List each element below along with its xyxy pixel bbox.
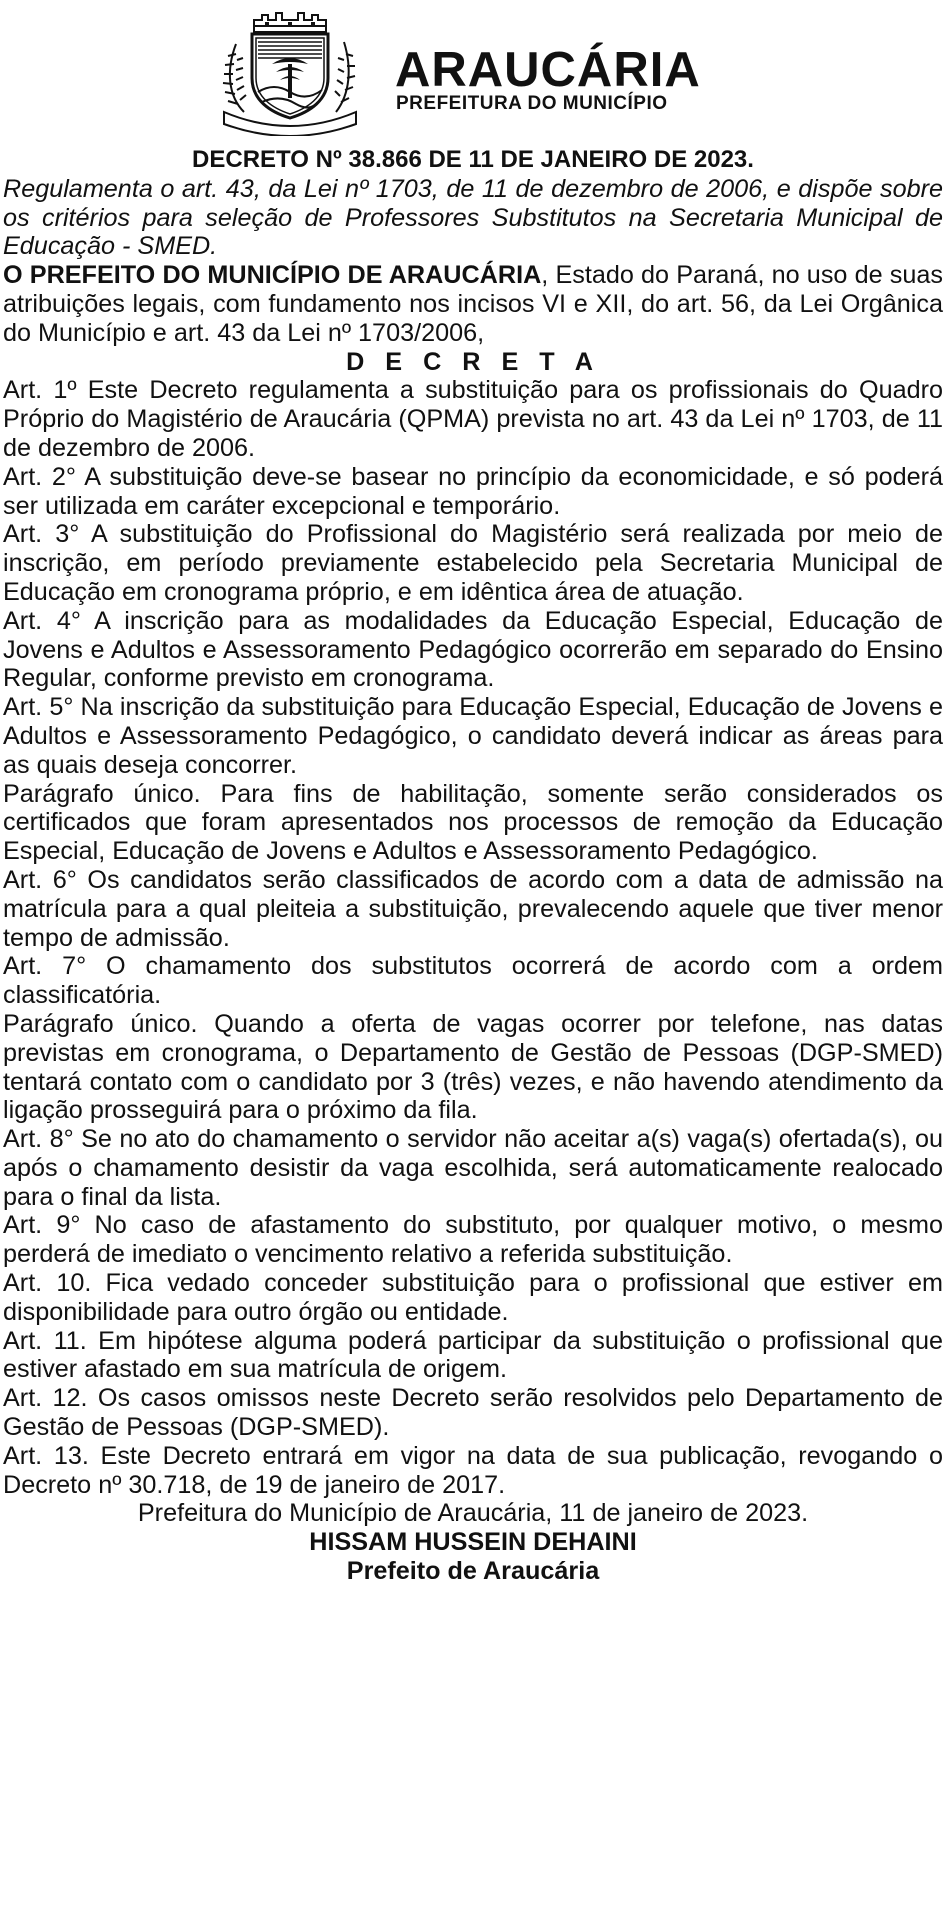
masthead xyxy=(200,8,760,136)
decree-verb: D E C R E T A xyxy=(346,347,600,376)
place-and-date: Prefeitura do Município de Araucária, 11 de janeiro de 2023. xyxy=(137,1499,809,1528)
article-5-sole-paragraph: Parágrafo único. Para fins de habilitação, somente serão considerados os certificados que foram apresentados nos processos de remoção da Educação Especial, Educação de Jovens e Adultos e Assessoramento Pedagógico. xyxy=(3,779,943,866)
article-12: Art. 12. Os casos omissos neste Decreto serão resolvidos pelo Departamento de Gestão de Pessoas (DGP-SMED). xyxy=(3,1384,943,1442)
city-coat-of-arms xyxy=(210,8,370,136)
article-2: Art. 2° A substituição deve-se basear no princípio da economicidade, e só poderá ser utilizada em caráter excepcional e temporário. xyxy=(3,462,943,520)
decree-title: DECRETO Nº 38.866 DE 11 DE JANEIRO DE 2023. xyxy=(192,146,754,173)
signer-title: Prefeito de Araucária xyxy=(346,1557,600,1586)
article-13: Art. 13. Este Decreto entrará em vigor na data de sua publicação, revogando o Decreto nº 30.718, de 19 de janeiro de 2017. xyxy=(3,1441,943,1499)
decree-body xyxy=(3,146,943,1586)
preamble-text: , Estado do Paraná, no uso de suas atribuições legais, com fundamento nos incisos VI e XII, do art. 56, da Lei Orgânica do Município e art. 43 da Lei nº 1703/2006, xyxy=(3,261,943,347)
article-5: Art. 5° Na inscrição da substituição para Educação Especial, Educação de Jovens e Adultos e Assessoramento Pedagógico, o candidato deverá indicar as áreas para as quais deseja concorrer. xyxy=(3,693,943,779)
brand-name: ARAUCÁRIA xyxy=(395,43,701,97)
article-10: Art. 10. Fica vedado conceder substituição para o profissional que estiver em disponibilidade para outro órgão ou entidade. xyxy=(3,1269,943,1326)
preamble-authority: O PREFEITO DO MUNICÍPIO DE ARAUCÁRIA xyxy=(3,261,542,290)
article-8: Art. 8° Se no ato do chamamento o servidor não aceitar a(s) vaga(s) ofertada(s), ou após o chamamento desistir da vaga escolhida, será automaticamente realocado para o final da lista. xyxy=(3,1125,943,1211)
article-9: Art. 9° No caso de afastamento do substituto, por qualquer motivo, o mesmo perderá de imediato o vencimento relativo a referida substituição. xyxy=(3,1211,943,1269)
article-1: Art. 1º Este Decreto regulamenta a substituição para os profissionais do Quadro Próprio do Magistério de Araucária (QPMA) prevista no art. 43 da Lei nº 1703, de 11 de dezembro de 2006. xyxy=(3,376,943,462)
signer-name: HISSAM HUSSEIN DEHAINI xyxy=(309,1528,637,1557)
article-11: Art. 11. Em hipótese alguma poderá participar da substituição o profissional que estiver afastado em sua matrícula de origem. xyxy=(3,1326,943,1384)
decree-summary: Regulamenta o art. 43, da Lei nº 1703, de 11 de dezembro de 2006, e dispõe sobre os critérios para seleção de Professores Substitutos na Secretaria Municipal de Educação - SMED. xyxy=(3,174,943,261)
brand-subtitle: PREFEITURA DO MUNICÍPIO xyxy=(396,93,668,114)
article-3: Art. 3° A substituição do Profissional do Magistério será realizada por meio de inscrição, em período previamente estabelecido pela Secretaria Municipal de Educação em cronograma próprio, e em idêntica área de atuação. xyxy=(3,520,943,606)
article-7: Art. 7° O chamamento dos substitutos ocorrerá de acordo com a ordem classificatória. xyxy=(3,952,943,1010)
article-4: Art. 4° A inscrição para as modalidades da Educação Especial, Educação de Jovens e Adultos e Assessoramento Pedagógico ocorrerão em separado do Ensino Regular, conforme previsto em cronograma. xyxy=(3,606,943,693)
article-7-sole-paragraph: Parágrafo único. Quando a oferta de vagas ocorrer por telefone, nas datas previstas em cronograma, o Departamento de Gestão de Pessoas (DGP-SMED) tentará contato com o candidato por 3 (três) vezes, e não havendo atendimento da ligação prosseguirá para o próximo da fila. xyxy=(3,1009,943,1125)
article-6: Art. 6° Os candidatos serão classificados de acordo com a data de admissão na matrícula para a qual pleiteia a substituição, prevalecendo aquele que tiver menor tempo de admissão. xyxy=(3,865,943,952)
decree-preamble xyxy=(3,261,943,347)
